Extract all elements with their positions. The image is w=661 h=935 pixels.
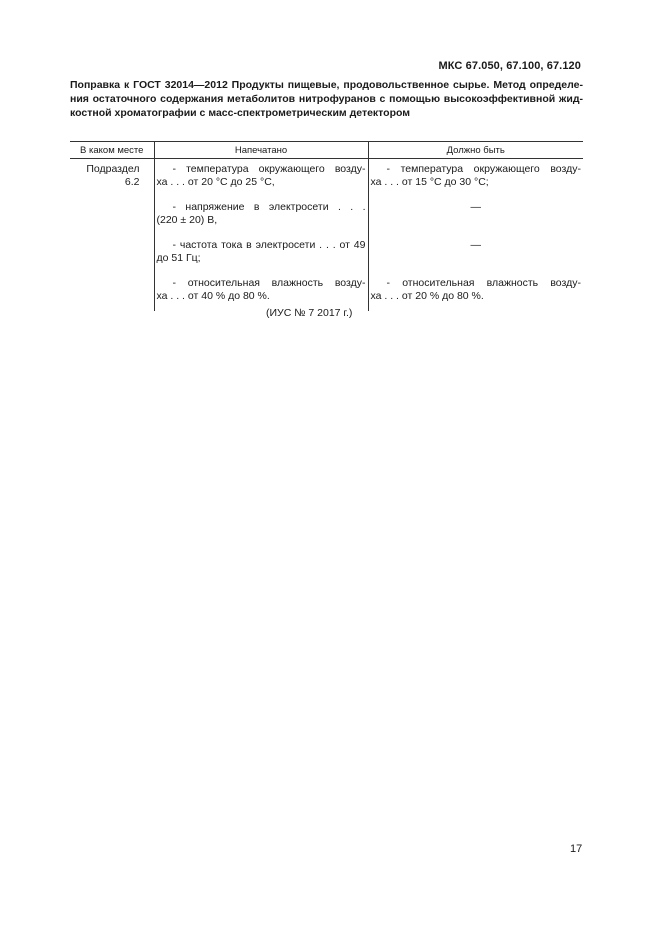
header-should-be: Должно быть <box>368 142 583 159</box>
printed-cell <box>154 235 368 273</box>
printed-line: - относительная влажность возду- <box>172 277 366 289</box>
correction-table <box>70 141 583 311</box>
document-title <box>70 78 583 120</box>
table-row <box>70 159 583 198</box>
title-line-3: костной хроматографии с масс-спектрометрическим детектором <box>70 107 411 119</box>
should-be-dash: — <box>470 239 481 251</box>
printed-line: до 51 Гц; <box>156 252 201 264</box>
header-place: В каком месте <box>70 142 154 159</box>
printed-line: (220 ± 20) В, <box>156 214 218 226</box>
table-header-row <box>70 142 583 159</box>
printed-cell <box>154 159 368 198</box>
should-be-cell <box>368 159 583 198</box>
place-cell: Подраздел 6.2 <box>86 163 140 188</box>
classification-code: МКС 67.050, 67.100, 67.120 <box>438 60 581 72</box>
printed-cell <box>154 197 368 235</box>
header-printed: Напечатано <box>154 142 368 159</box>
should-be-dash: — <box>470 201 481 213</box>
printed-line: - напряжение в электросети . . . <box>172 201 366 213</box>
printed-cell <box>154 273 368 311</box>
printed-line: - частота тока в электросети . . . от 49 <box>172 239 366 251</box>
should-be-cell <box>368 235 583 273</box>
title-line-1: Поправка к ГОСТ 32014—2012 Продукты пищевые, продовольственное сырье. Метод определе- <box>70 79 583 91</box>
should-be-line: ха . . . от 20 % до 80 %. <box>370 290 484 302</box>
should-be-line: ха . . . от 15 °С до 30 °С; <box>370 176 489 188</box>
printed-line: ха . . . от 20 °С до 25 °С, <box>156 176 275 188</box>
should-be-line: - относительная влажность возду- <box>386 277 581 289</box>
should-be-cell <box>368 273 583 311</box>
printed-line: ха . . . от 40 % до 80 %. <box>156 290 270 302</box>
page-number: 17 <box>570 843 583 855</box>
ius-reference: (ИУС № 7 2017 г.) <box>266 307 353 319</box>
title-line-2: ния остаточного содержания метаболитов нитрофуранов с помощью высокоэффективной жид- <box>70 93 583 105</box>
should-be-cell <box>368 197 583 235</box>
printed-line: - температура окружающего возду- <box>172 163 366 175</box>
should-be-line: - температура окружающего возду- <box>386 163 581 175</box>
